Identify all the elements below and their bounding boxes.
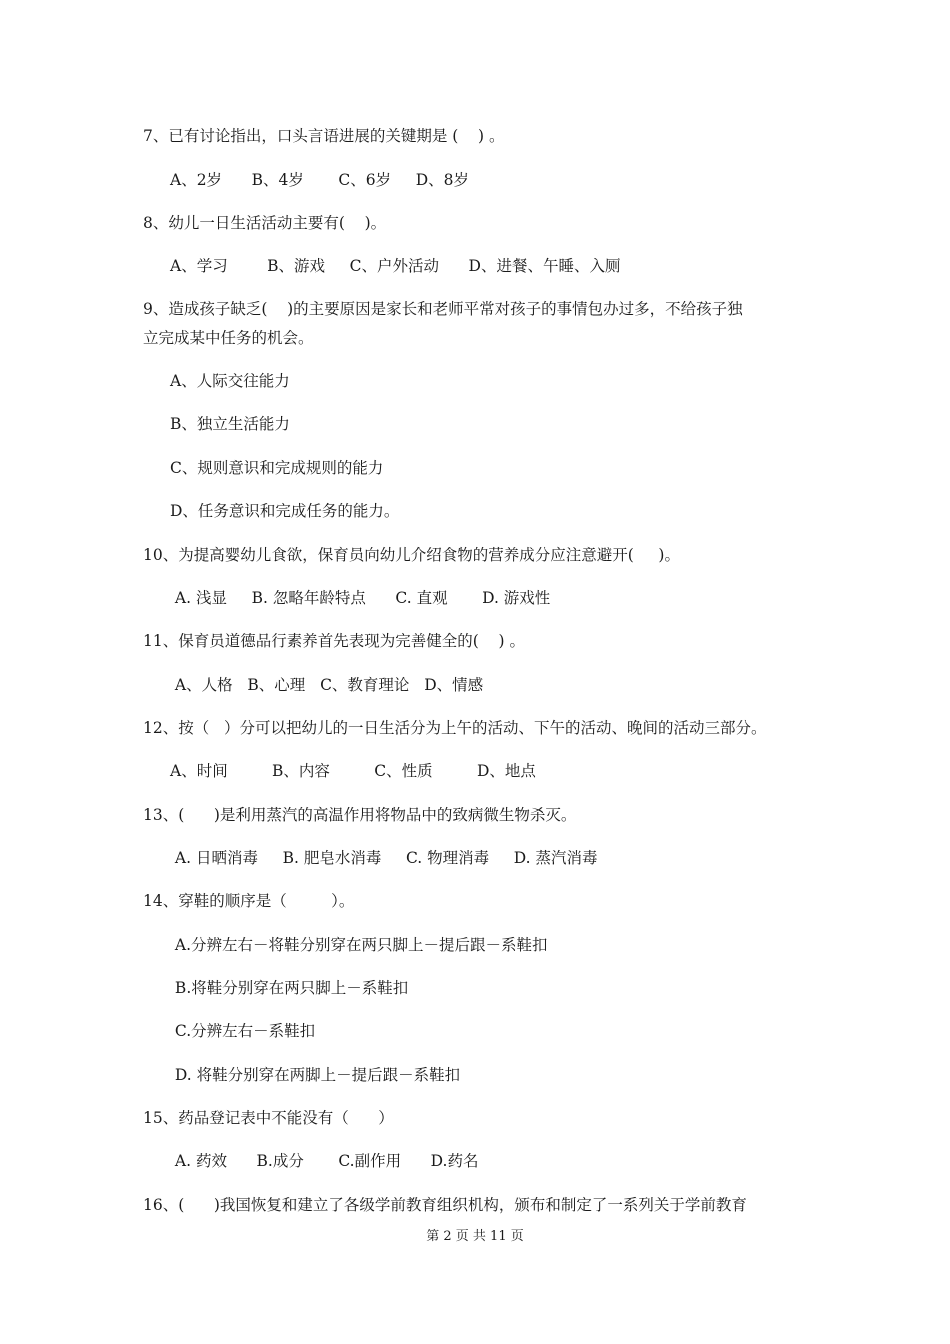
answer-option-a: A、人际交往能力 — [170, 372, 290, 390]
answer-option-d: D、任务意识和完成任务的能力。 — [170, 502, 400, 520]
question-text: 7、已有讨论指出，口头言语进展的关键期是 ( ) 。 — [143, 127, 505, 145]
question-text: 11、保育员道德品行素养首先表现为完善健全的( ) 。 — [143, 632, 525, 650]
answer-option-a: A.分辨左右－将鞋分别穿在两只脚上－提后跟－系鞋扣 — [170, 936, 548, 954]
question-text: 9、造成孩子缺乏( )的主要原因是家长和老师平常对孩子的事情包办过多，不给孩子独 — [143, 300, 743, 318]
question-text: 15、药品登记表中不能没有（ ） — [143, 1109, 394, 1127]
question-text: 10、为提高婴幼儿食欲，保育员向幼儿介绍食物的营养成分应注意避开( )。 — [143, 546, 680, 564]
question-text-continued: 立完成某中任务的机会。 — [143, 329, 314, 347]
answer-option-c: C.分辨左右－系鞋扣 — [170, 1022, 316, 1040]
answer-option-b: B.将鞋分别穿在两只脚上－系鞋扣 — [170, 979, 409, 997]
answer-options: A、时间 B、内容 C、性质 D、地点 — [170, 762, 536, 780]
answer-options: A、人格 B、心理 C、教育理论 D、情感 — [170, 676, 484, 694]
answer-options: A、学习 B、游戏 C、户外活动 D、进餐、午睡、入厕 — [170, 257, 621, 275]
question-text: 14、穿鞋的顺序是（ ）。 — [143, 892, 355, 910]
answer-options: A、2岁 B、4岁 C、6岁 D、8岁 — [170, 171, 470, 189]
answer-options: A. 日晒消毒 B. 肥皂水消毒 C. 物理消毒 D. 蒸汽消毒 — [170, 849, 598, 867]
question-text: 8、幼儿一日生活活动主要有( )。 — [143, 214, 387, 232]
answer-option-c: C、规则意识和完成规则的能力 — [170, 459, 384, 477]
answer-option-b: B、独立生活能力 — [170, 415, 290, 433]
question-text: 16、( )我国恢复和建立了各级学前教育组织机构，颁布和制定了一系列关于学前教育 — [143, 1196, 747, 1214]
answer-options: A. 浅显 B. 忽略年龄特点 C. 直观 D. 游戏性 — [170, 589, 551, 607]
answer-option-d: D. 将鞋分别穿在两脚上－提后跟－系鞋扣 — [170, 1066, 461, 1084]
answer-options: A. 药效 B.成分 C.副作用 D.药名 — [170, 1152, 479, 1170]
question-text: 12、按（ ）分可以把幼儿的一日生活分为上午的活动、下午的活动、晚间的活动三部分。 — [143, 719, 767, 737]
page-footer: 第 2 页 共 11 页 — [426, 1229, 524, 1244]
question-text: 13、( )是利用蒸汽的高温作用将物品中的致病微生物杀灭。 — [143, 806, 577, 824]
